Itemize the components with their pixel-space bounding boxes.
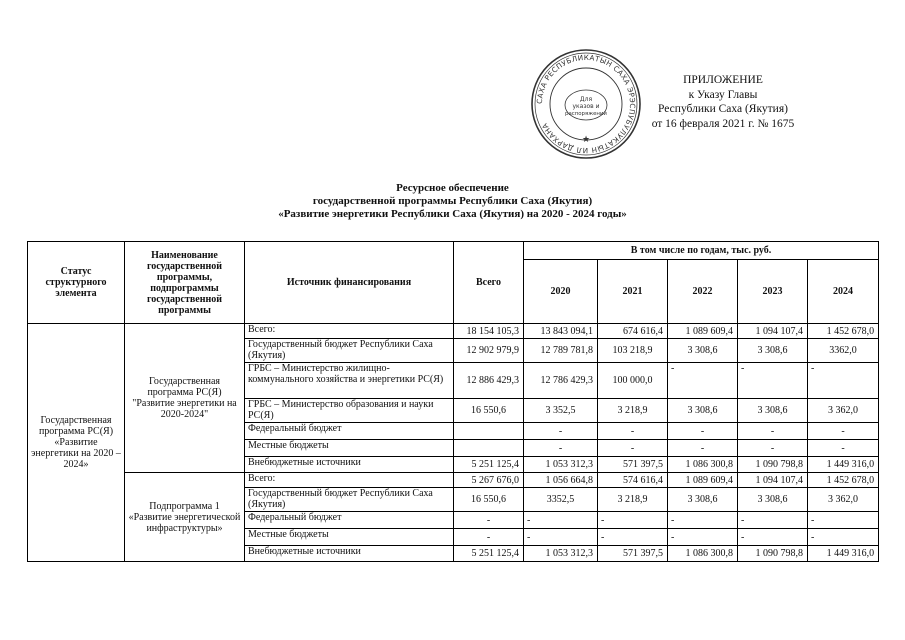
total-cell: 5 267 676,0 (454, 473, 524, 488)
year-cell: 3 218,9 (598, 399, 668, 423)
year-cell: - (808, 529, 879, 546)
appendix-line-1: ПРИЛОЖЕНИЕ (683, 74, 763, 86)
table-row (28, 324, 879, 339)
resource-table (27, 241, 879, 562)
year-cell: 3352,5 (524, 488, 598, 512)
header-source: Источник финансирования (245, 242, 454, 324)
title-line-1: Ресурсное обеспечение (396, 182, 509, 194)
source-cell: ГРБС – Министерство образования и науки РС(Я) (245, 399, 454, 423)
year-cell: 1 053 312,3 (524, 546, 598, 562)
year-cell: 3 362,0 (808, 488, 879, 512)
year-cell: - (524, 529, 598, 546)
source-cell: Государственный бюджет Республики Саха (Якутия) (245, 339, 454, 363)
year-cell: - (598, 512, 668, 529)
year-cell: 100 000,0 (598, 363, 668, 399)
year-cell: 1 094 107,4 (738, 324, 808, 339)
seal-star-icon: ★ (581, 134, 591, 144)
subprogram-name-cell: Подпрограмма 1 «Развитие энергетической инфраструктуры» (125, 473, 245, 562)
header-year-2021: 2021 (598, 260, 668, 324)
year-cell: - (598, 423, 668, 440)
total-cell (454, 423, 524, 440)
year-cell: 3 352,5 (524, 399, 598, 423)
year-cell: 3 362,0 (808, 399, 879, 423)
source-cell: Внебюджетные источники (245, 546, 454, 562)
year-cell: - (738, 363, 808, 399)
year-cell: 3 308,6 (738, 399, 808, 423)
year-cell: - (668, 423, 738, 440)
appendix-line-3: Республики Саха (Якутия) (658, 103, 788, 115)
seal-center-line-1: Для (579, 96, 593, 103)
total-cell: 18 154 105,3 (454, 324, 524, 339)
year-cell: 1 094 107,4 (738, 473, 808, 488)
year-cell: 571 397,5 (598, 546, 668, 562)
year-cell: 3 308,6 (738, 488, 808, 512)
total-cell: 16 550,6 (454, 488, 524, 512)
source-cell: Федеральный бюджет (245, 512, 454, 529)
year-cell: 1 090 798,8 (738, 546, 808, 562)
year-cell: - (668, 512, 738, 529)
table-row (28, 473, 879, 488)
appendix-header (628, 73, 818, 131)
year-cell: - (738, 512, 808, 529)
year-cell: 1 089 609,4 (668, 473, 738, 488)
year-cell: 3 308,6 (668, 399, 738, 423)
source-cell: Местные бюджеты (245, 440, 454, 457)
year-cell: 574 616,4 (598, 473, 668, 488)
header-name: Наименование государственной программы, подпрограммы государственной программы (125, 242, 245, 324)
year-cell: 1 053 312,3 (524, 457, 598, 473)
year-cell: 3 218,9 (598, 488, 668, 512)
source-cell: Всего: (245, 473, 454, 488)
header-status: Статус структурного элемента (28, 242, 125, 324)
year-cell: 1 086 300,8 (668, 457, 738, 473)
total-cell (454, 440, 524, 457)
appendix-line-2: к Указу Главы (688, 88, 758, 101)
total-cell: - (454, 512, 524, 529)
status-cell: Государственная программа РС(Я) «Развитие энергетики на 2020 – 2024» (28, 324, 125, 562)
program-name-cell: Государственная программа РС(Я) "Развитие энергетики на 2020-2024" (125, 324, 245, 473)
year-cell: 1 056 664,8 (524, 473, 598, 488)
year-cell: - (738, 440, 808, 457)
year-cell: 12 786 429,3 (524, 363, 598, 399)
header-year-2023: 2023 (738, 260, 808, 324)
total-cell: - (454, 529, 524, 546)
year-cell: 1 090 798,8 (738, 457, 808, 473)
source-cell: Всего: (245, 324, 454, 339)
header-year-2022: 2022 (668, 260, 738, 324)
year-cell: 3 308,6 (668, 339, 738, 363)
year-cell: - (668, 529, 738, 546)
year-cell: - (668, 440, 738, 457)
year-cell: - (808, 423, 879, 440)
seal-ring-text: САХА РЕСПУБЛИКАТЫН САХА ЭРЭСПУБУЛУКАТЫН ИЛ ДАРХАНА (534, 52, 638, 156)
appendix-line-4: от 16 февраля 2021 г. № 1675 (651, 117, 795, 130)
year-cell: 571 397,5 (598, 457, 668, 473)
year-cell: - (738, 423, 808, 440)
year-cell: 3 308,6 (738, 339, 808, 363)
year-cell: - (524, 423, 598, 440)
total-cell: 12 902 979,9 (454, 339, 524, 363)
year-cell: - (524, 440, 598, 457)
header-by-years: В том числе по годам, тыс. руб. (524, 242, 879, 260)
total-cell: 16 550,6 (454, 399, 524, 423)
seal-center-line-2: указов и (572, 103, 600, 110)
year-cell: - (808, 363, 879, 399)
year-cell: - (598, 529, 668, 546)
year-cell: 1 086 300,8 (668, 546, 738, 562)
year-cell: 1 452 678,0 (808, 324, 879, 339)
official-seal (530, 48, 642, 160)
year-cell: - (808, 440, 879, 457)
header-year-2024: 2024 (808, 260, 879, 324)
total-cell: 5 251 125,4 (454, 546, 524, 562)
seal-center-line-3: распоряжений (565, 111, 607, 117)
source-cell: Внебюджетные источники (245, 457, 454, 473)
title-line-2: государственной программы Республики Саха (Якутия) (312, 195, 593, 207)
year-cell: 1 452 678,0 (808, 473, 879, 488)
source-cell: Федеральный бюджет (245, 423, 454, 440)
total-cell: 5 251 125,4 (454, 457, 524, 473)
year-cell: 3362,0 (808, 339, 879, 363)
year-cell: - (808, 512, 879, 529)
year-cell: 674 616,4 (598, 324, 668, 339)
year-cell: - (668, 363, 738, 399)
year-cell: - (524, 512, 598, 529)
header-total: Всего (454, 242, 524, 324)
year-cell: - (738, 529, 808, 546)
source-cell: ГРБС – Министерство жилищно-коммунального хозяйства и энергетики РС(Я) (245, 363, 454, 399)
header-year-2020: 2020 (524, 260, 598, 324)
document-title (0, 182, 905, 221)
source-cell: Местные бюджеты (245, 529, 454, 546)
year-cell: 1 089 609,4 (668, 324, 738, 339)
year-cell: 13 843 094,1 (524, 324, 598, 339)
year-cell: 3 308,6 (668, 488, 738, 512)
year-cell: 12 789 781,8 (524, 339, 598, 363)
total-cell: 12 886 429,3 (454, 363, 524, 399)
source-cell: Государственный бюджет Республики Саха (Якутия) (245, 488, 454, 512)
year-cell: 103 218,9 (598, 339, 668, 363)
year-cell: - (598, 440, 668, 457)
title-line-3: «Развитие энергетики Республики Саха (Якутия) на 2020 - 2024 годы» (278, 208, 627, 220)
year-cell: 1 449 316,0 (808, 546, 879, 562)
year-cell: 1 449 316,0 (808, 457, 879, 473)
